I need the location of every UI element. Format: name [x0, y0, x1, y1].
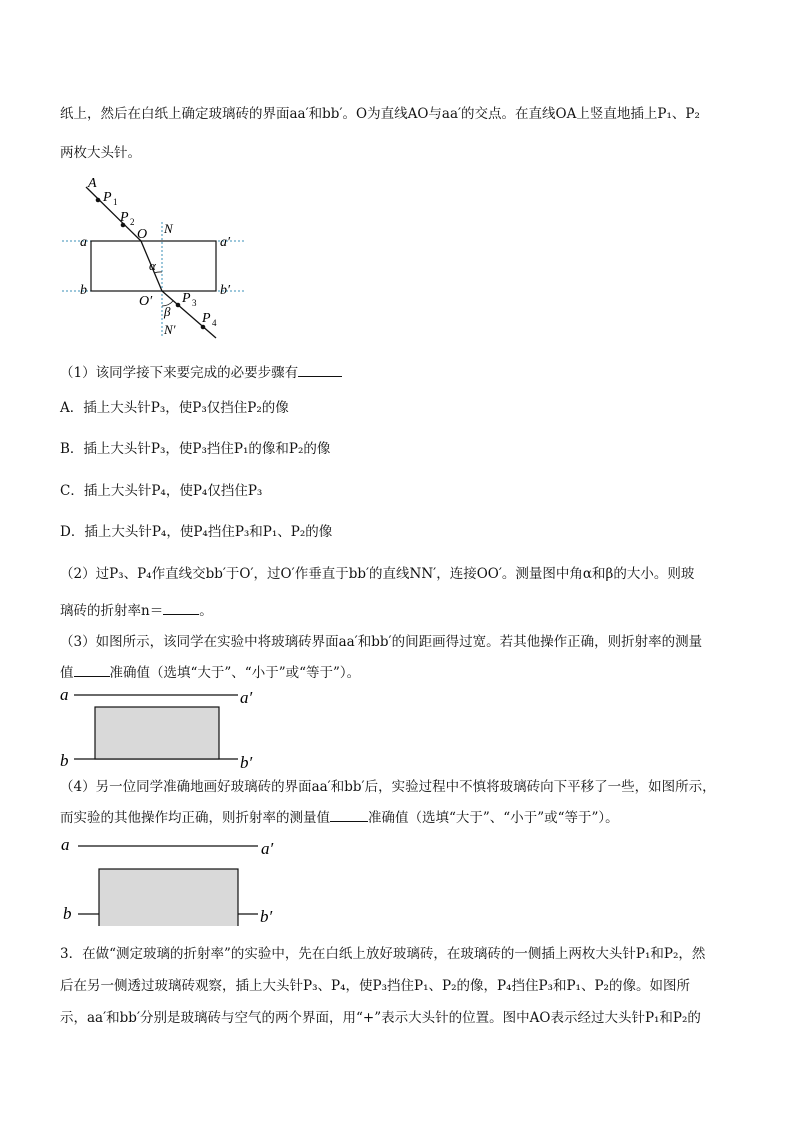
label-a-prime: a′ — [261, 839, 274, 858]
label-b: b — [60, 751, 69, 770]
label-P4: P — [202, 311, 211, 326]
p3-line-2: 后在另一侧透过玻璃砖观察，插上大头针P₃、P₄，使P₃挡住P₁、P₂的像，P₄挡住P₃和P₁、P₂的像。如图所 — [60, 978, 690, 994]
label-b-prime: b′ — [260, 907, 273, 926]
label-P1-sub: 1 — [113, 197, 118, 207]
label-P2: P — [120, 210, 129, 225]
q1-prompt: （1）该同学接下来要完成的必要步骤有 — [60, 362, 342, 383]
q3-line-1: （3）如图所示，该同学在实验中将玻璃砖界面aa′和bb′的间距画得过宽。若其他操作正确，则折射率的测量 — [60, 634, 703, 650]
q1-option-a: A．插上大头针P₃，使P₃仅挡住P₂的像 — [60, 400, 289, 416]
incident-ray — [86, 187, 141, 241]
q2-line-1: （2）过P₃、P₄作直线交bb′于O′，过O′作垂直于bb′的直线NN′，连接OO′。测量图中角α和β的大小。则玻 — [60, 566, 695, 582]
label-beta: β — [164, 304, 171, 319]
q1-option-d: D．插上大头针P₄，使P₄挡住P₃和P₁、P₂的像 — [60, 524, 333, 540]
pin-p1 — [96, 198, 101, 203]
label-b-prime: b′ — [220, 283, 231, 298]
q2-line-2: 璃砖的折射率n＝ 。 — [60, 600, 213, 621]
label-b: b — [63, 904, 72, 923]
intro-line-2: 两枚大头针。 — [60, 145, 141, 161]
shifted-block-figure — [56, 830, 286, 926]
wide-interface-figure — [56, 682, 266, 774]
label-O: O — [137, 227, 148, 242]
q1-option-c: C．插上大头针P₄，使P₄仅挡住P₃ — [60, 483, 263, 499]
answer-blank[interactable] — [330, 807, 368, 822]
intro-line-1: 纸上，然后在白纸上确定玻璃砖的界面aa′和bb′。O为直线AO与aa′的交点。在直线OA上竖直地插上P₁、P₂ — [60, 106, 700, 122]
label-b: b — [80, 283, 87, 298]
label-a-prime: a′ — [220, 235, 231, 250]
q3-line-2: 值 准确值（选填“大于”、“小于”或“等于”）。 — [60, 662, 360, 683]
label-O-prime: O′ — [139, 294, 153, 309]
p3-line-3: 示，aa′和bb′分别是玻璃砖与空气的两个界面，用“+”表示大头针的位置。图中AO表示经过大头针P₁和P₂的 — [60, 1010, 701, 1026]
q4-line-2: 而实验的其他操作均正确，则折射率的测量值 准确值（选填“大于”、“小于”或“等于”）。 — [60, 807, 619, 828]
label-P3: P — [182, 291, 191, 306]
refraction-figure — [60, 172, 260, 342]
label-A: A — [88, 176, 97, 191]
answer-blank[interactable] — [298, 362, 342, 377]
label-P1: P — [103, 190, 112, 205]
pin-p3 — [176, 303, 181, 308]
label-a: a — [60, 685, 69, 704]
label-a: a — [80, 235, 87, 250]
label-b-prime: b′ — [240, 753, 253, 772]
answer-blank[interactable] — [74, 662, 110, 677]
label-alpha: α — [149, 258, 156, 273]
label-N: N — [164, 221, 173, 236]
glass-block — [99, 869, 238, 926]
answer-blank[interactable] — [163, 600, 199, 615]
p3-line-1: 3．在做“测定玻璃的折射率”的实验中，先在白纸上放好玻璃砖，在玻璃砖的一侧插上两枚大头针P₁和P₂，然 — [60, 946, 706, 962]
label-a-prime: a′ — [240, 688, 253, 707]
q4-line-1: （4）另一位同学准确地画好玻璃砖的界面aa′和bb′后，实验过程中不慎将玻璃砖向下平移了一些，如图所示， — [60, 779, 716, 795]
label-a: a — [61, 835, 70, 854]
label-P3-sub: 3 — [192, 298, 197, 308]
label-N-prime: N′ — [164, 322, 176, 337]
label-P4-sub: 4 — [212, 318, 217, 328]
label-P2-sub: 2 — [130, 217, 135, 227]
q1-option-b: B．插上大头针P₃，使P₃挡住P₁的像和P₂的像 — [60, 441, 331, 457]
glass-block — [95, 707, 219, 759]
